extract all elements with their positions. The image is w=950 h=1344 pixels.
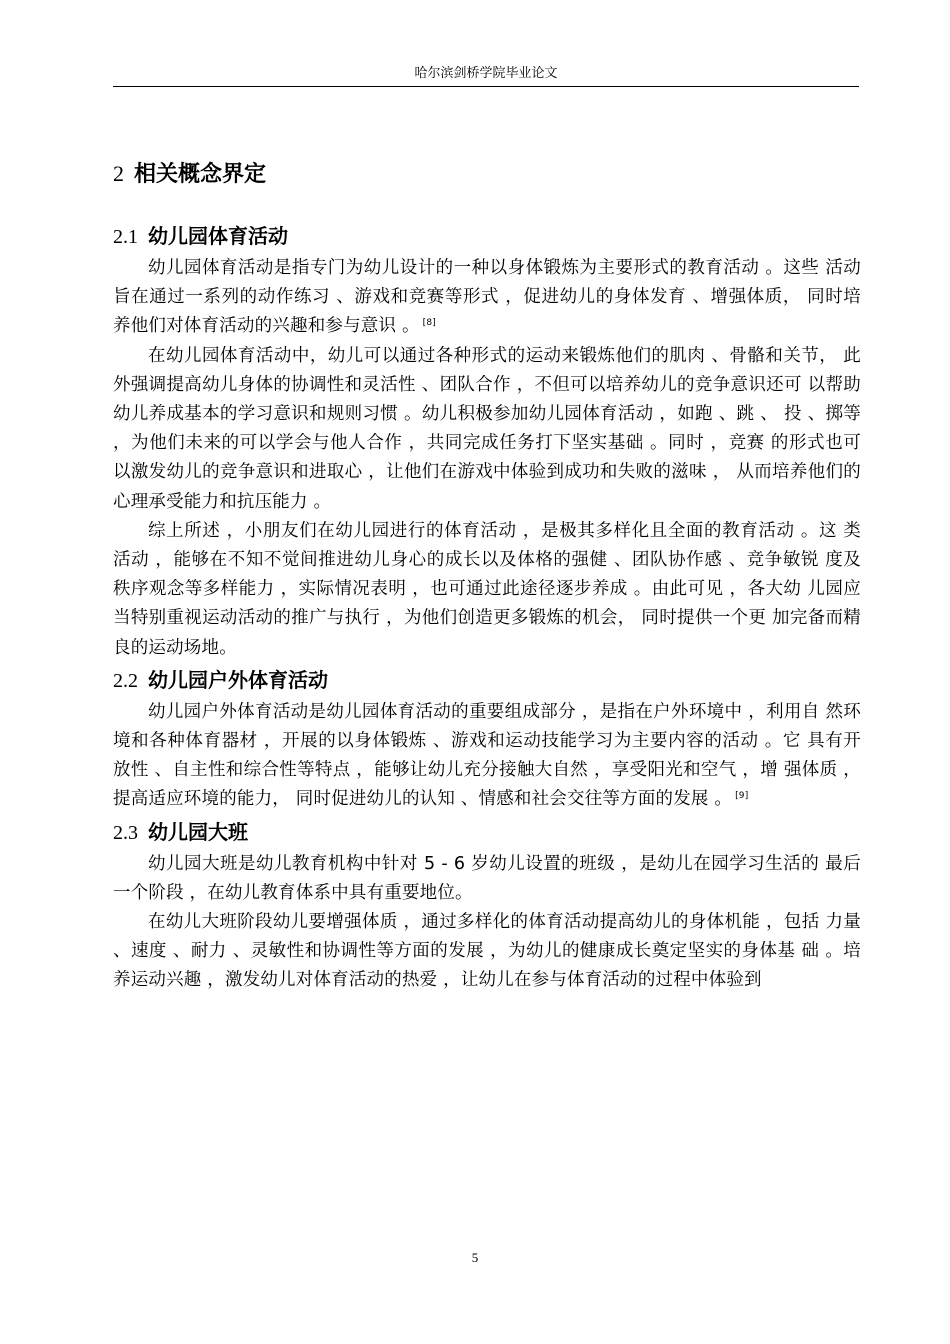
section-title: 幼儿园户外体育活动 xyxy=(148,667,328,692)
running-header: 哈尔滨剑桥学院毕业论文 xyxy=(414,66,558,81)
paragraph-text: 综上所述 ，小朋友们在幼儿园进行的体育活动 ，是极其多样化且全面的教育活动 。这 类活动 ，能够在不知不觉间推进幼儿身心的成长以及体格的强健 、团队协作感 、竞争敏锐 度及秩序观念等多样能力 ，实际情况表明 ，也可通过此途径逐步养成 。由此可见 ，各大幼 儿园应当特别重视运动活动的推广与执行 ，为他们创造更多锻炼的机会， 同时提供一个更 加完备而精良的运动场地。 xyxy=(113,520,861,658)
body-paragraph xyxy=(113,342,861,517)
paragraph-text: 幼儿园大班是幼儿教育机构中针对 5 - 6 岁幼儿设置的班级 ，是幼儿在园学习生活的 最后一个阶段 ，在幼儿教育体系中具有重要地位。 xyxy=(113,853,861,903)
paragraph-text: 幼儿园户外体育活动是幼儿园体育活动的重要组成部分 ，是指在户外环境中 ，利用自 然环境和各种体育器材 ，开展的以身体锻炼 、游戏和运动技能学习为主要内容的活动 。它 具有开放性 、自主性和综合性等特点 ，能够让幼儿充分接触大自然 ，享受阳光和空气 ，增 强体质 ，提高适应环境的能力， 同时促进幼儿的认知 、情感和社会交往等方面的发展 。 xyxy=(113,701,861,810)
body-paragraph xyxy=(113,517,861,663)
page-body xyxy=(113,152,861,996)
header-divider xyxy=(113,86,859,87)
body-paragraph xyxy=(113,908,861,996)
paragraph-text: 在幼儿大班阶段幼儿要增强体质 ，通过多样化的体育活动提高幼儿的身体机能 ，包括 力量 、速度 、耐力 、灵敏性和协调性等方面的发展 ，为幼儿的健康成长奠定坚实的身体基 础 。培养运动兴趣 ，激发幼儿对体育活动的热爱 ，让幼儿在参与体育活动的过程中体验到 xyxy=(113,912,861,991)
citation-marker[interactable]: [9] xyxy=(735,790,749,801)
chapter-title: 相关概念界定 xyxy=(134,162,267,187)
body-paragraph xyxy=(113,254,861,342)
section-title: 幼儿园大班 xyxy=(148,819,248,844)
section-number: 2.3 xyxy=(113,821,138,844)
citation-marker[interactable]: [8] xyxy=(422,317,437,328)
section-heading-2-1 xyxy=(113,219,861,254)
section-title: 幼儿园体育活动 xyxy=(148,224,288,248)
section-heading-2-2 xyxy=(113,663,861,698)
paragraph-text: 在幼儿园体育活动中，幼儿可以通过各种形式的运动来锻炼他们的肌肉 、骨骼和关节， 此外强调提高幼儿身体的协调性和灵活性 、团队合作 ，不但可以培养幼儿的竞争意识还可 以帮助幼儿养成基本的学习意识和规则习惯 。幼儿积极参加幼儿园体育活动 ，如跑 、跳 、 投 、掷等 ，为他们未来的可以学会与他人合作 ，共同完成任务打下坚实基础 。同时 ，竞赛 的形式也可以激发幼儿的竞争意识和进取心 ，让他们在游戏中体验到成功和失败的滋味 ， 从而培养他们的心理承受能力和抗压能力 。 xyxy=(113,345,861,512)
page-number: 5 xyxy=(471,1250,479,1265)
section-number: 2.2 xyxy=(113,669,138,692)
chapter-heading xyxy=(113,152,861,197)
body-paragraph xyxy=(113,698,861,815)
paragraph-text: 幼儿园体育活动是指专门为幼儿设计的一种以身体锻炼为主要形式的教育活动 。这些 活动旨在通过一系列的动作练习 、游戏和竞赛等形式 ，促进幼儿的身体发育 、增强体质， 同时培养他们对体育活动的兴趣和参与意识 。 xyxy=(113,258,861,337)
section-number: 2.1 xyxy=(113,226,138,248)
chapter-number: 2 xyxy=(113,161,124,186)
body-paragraph xyxy=(113,850,861,908)
section-heading-2-3 xyxy=(113,815,861,850)
